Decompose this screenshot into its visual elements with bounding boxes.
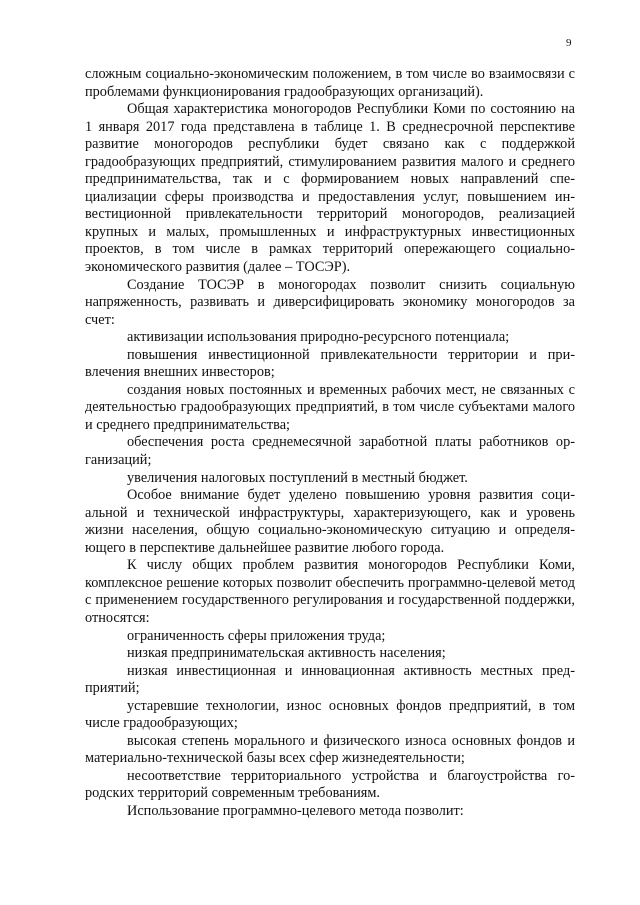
list-item-new-jobs: создания новых постоянных и временных рабочих мест, не связанных с деятельностью градообразующих предприятий, в том числе субъектами малого и среднего предпринимательства; xyxy=(85,381,575,433)
list-item-low-entrepreneurship: низкая предпринимательская активность населения; xyxy=(127,645,446,662)
paragraph-problems-intro: К числу общих проблем развития моногородов Республики Коми, комплексное решение которых позволит обеспечить программно-целевой метод с применением государственного регулирования и государственной поддержки, относятся: xyxy=(85,557,575,626)
paragraph-toser-intro: Создание ТОСЭР в моногородах позволит снизить социальную напряженность, развивать и диверсифицировать экономику моногородов за счет: xyxy=(85,276,575,328)
list-item-low-investment: низкая инвестиционная и инновационная активность местных предприятий; xyxy=(85,662,575,697)
paragraph-infrastructure: Особое внимание будет уделено повышению уровня развития социальной и технической инфраструктуры, характеризующего, как и уровень жизни населения, общую социально-экономическую ситуацию и определяющего в перспективе дальнейшее развитие любого города. xyxy=(85,487,575,556)
paragraph-program-method: Использование программно-целевого метода позволит: xyxy=(127,802,464,819)
list-item-urban-mismatch: несоответствие территориального устройства и благоустройства городских территорий современным требованиям. xyxy=(85,767,575,802)
paragraph-overview: Общая характеристика моногородов Республики Коми по состоянию на 1 января 2017 года представлена в таблице 1. В среднесрочной перспективе развитие моногородов республики будет связано как с поддержкой градообразующих предприятий, стимулированием развития малого и среднего предпринимательства, так и с формированием новых направлений специализации сферы производства и предоставления услуг, повышением инвестиционной привлекательности территорий моногородов, реализацией крупных и малых, промышленных и инфраструктурных инвестиционных проектов, в том числе в рамках территорий опережающего социально-экономического развития (далее – ТОСЭР). xyxy=(85,101,575,276)
list-item-natural-resources: активизации использования природно-ресурсного потенциала; xyxy=(127,329,510,346)
page-number: 9 xyxy=(566,37,572,49)
list-item-asset-wear: высокая степень морального и физического износа основных фондов и материально-технической базы всех сфер жизнедеятельности; xyxy=(85,732,575,767)
list-item-wage-growth: обеспечения роста среднемесячной заработной платы работников организаций; xyxy=(85,434,575,469)
list-item-investment-attractiveness: повышения инвестиционной привлекательности территории и привлечения внешних инвесторов; xyxy=(85,346,575,381)
list-item-outdated-technology: устаревшие технологии, износ основных фондов предприятий, в том числе градообразующих; xyxy=(85,697,575,732)
list-item-limited-employment: ограниченность сферы приложения труда; xyxy=(127,627,386,644)
list-item-tax-revenue: увеличения налоговых поступлений в местный бюджет. xyxy=(127,469,468,486)
paragraph-continuation: сложным социально-экономическим положением, в том числе во взаимосвязи с проблемами функционирования градообразующих организаций). xyxy=(85,66,575,100)
body-text xyxy=(85,66,575,821)
